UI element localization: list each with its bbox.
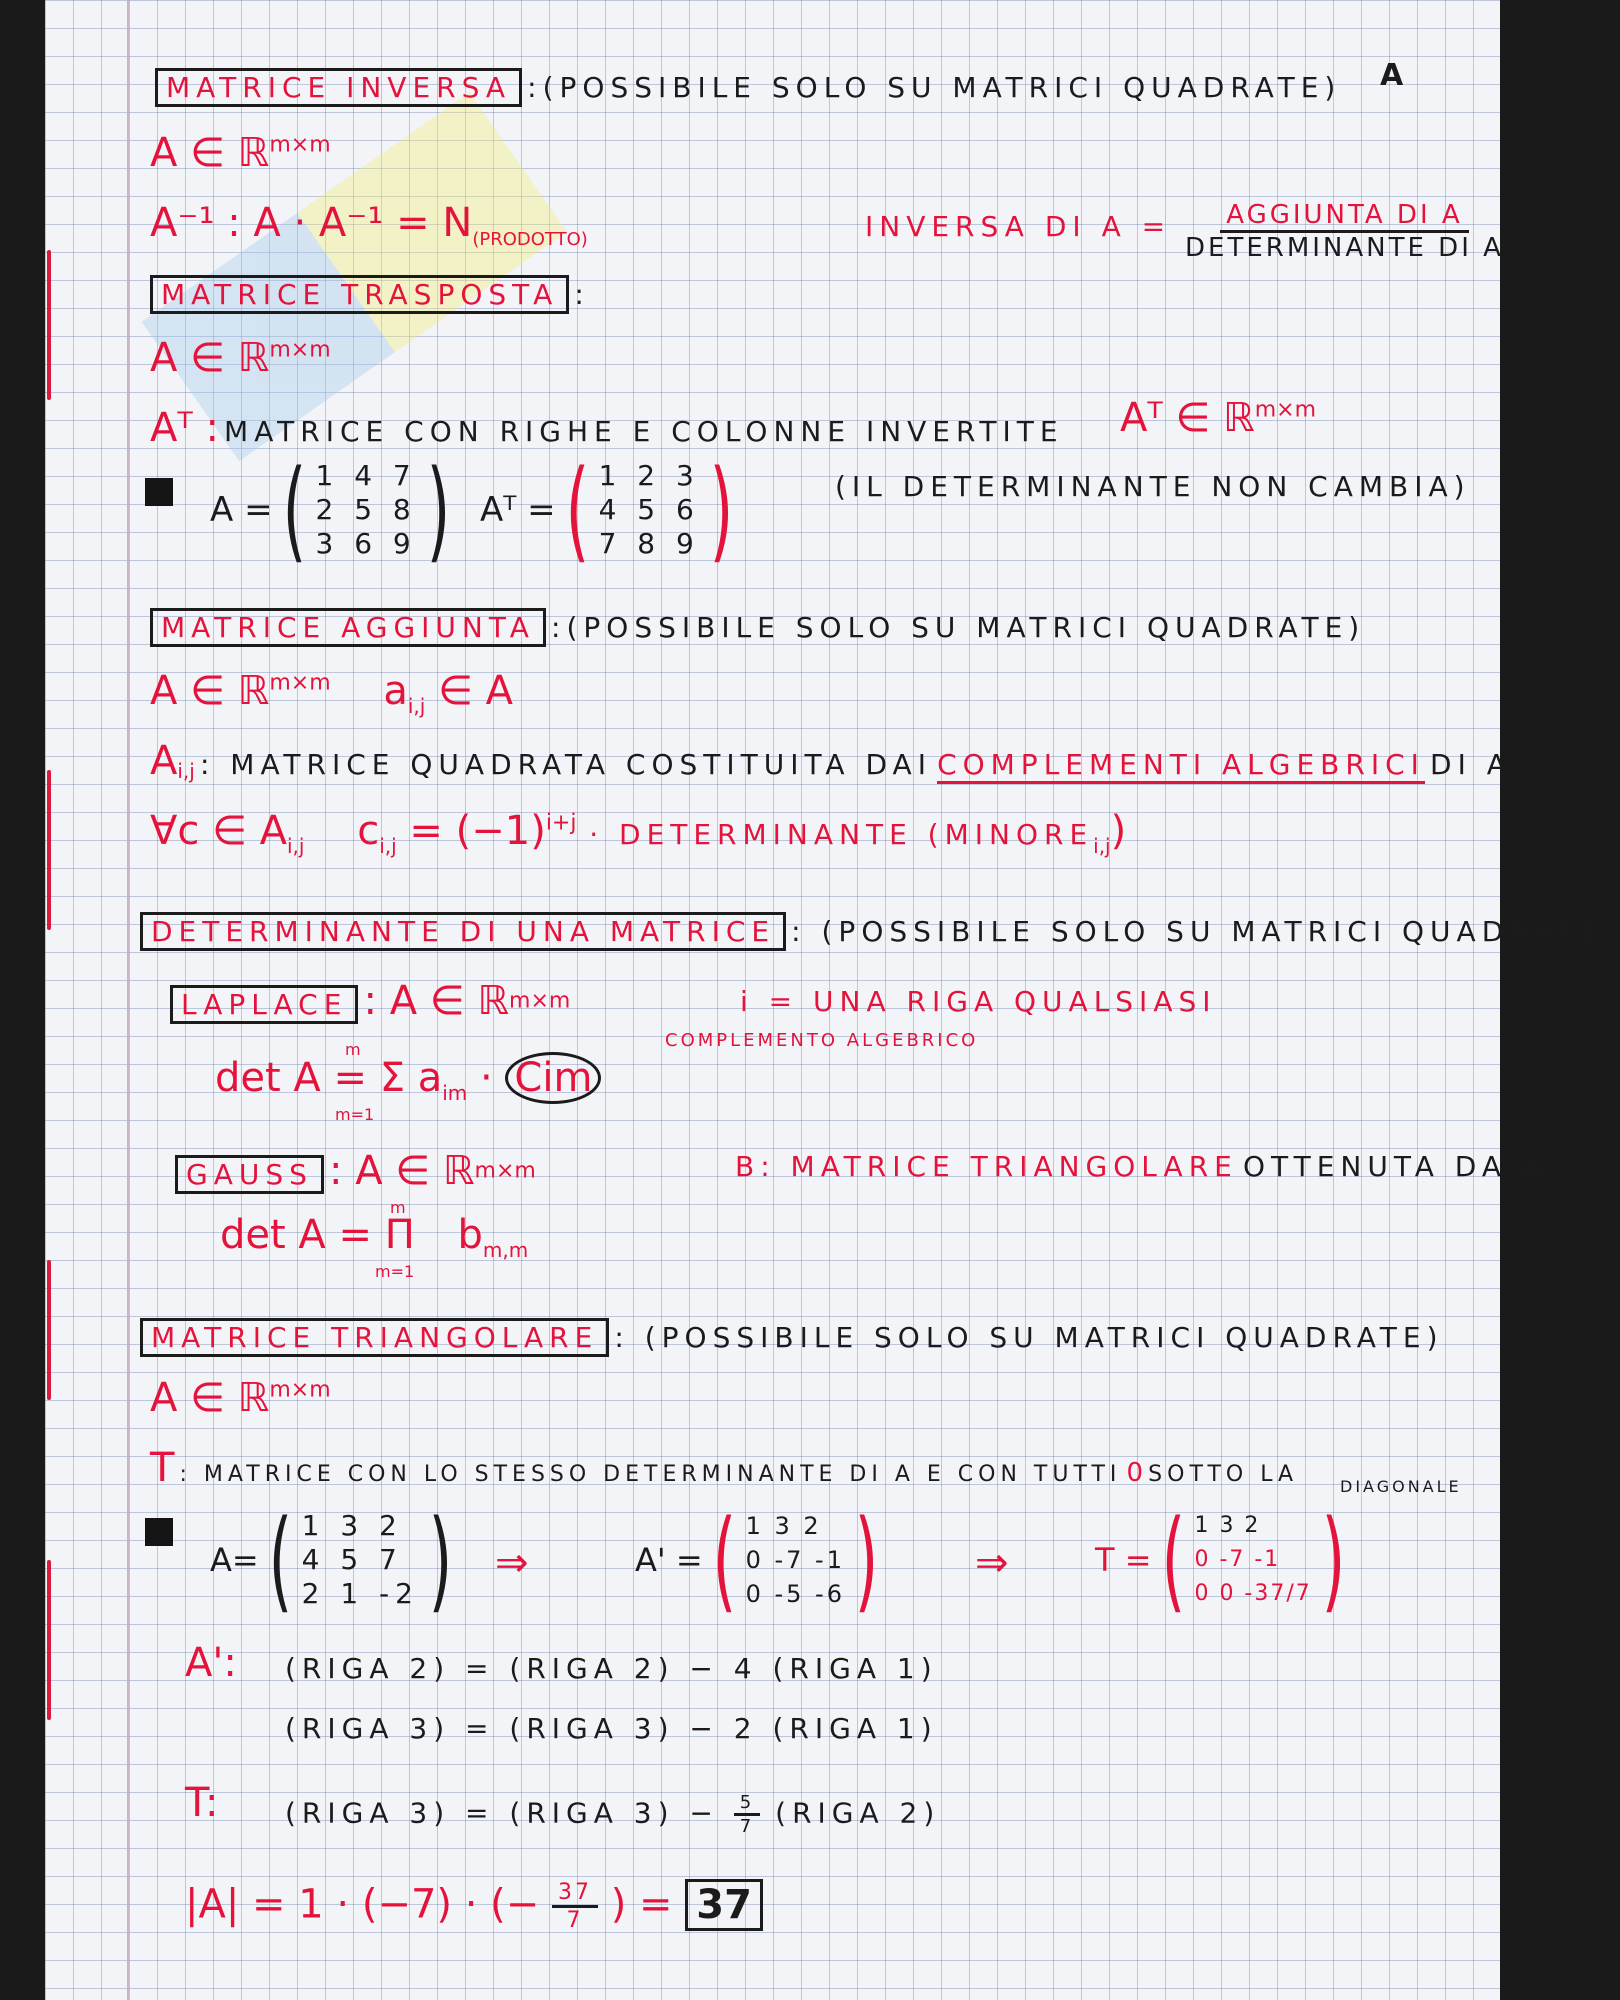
laplace-comp: COMPLEMENTO ALGEBRICO: [665, 1030, 979, 1051]
aggiunta-line3-c: c: [357, 808, 380, 854]
trasposta-title: MATRICE TRASPOSTA: [150, 275, 569, 314]
triangolare-ex-a1-label: A' =: [635, 1541, 703, 1579]
matrix-row: 1 3 2: [745, 1512, 822, 1540]
matrix-row: 1 3 2: [1194, 1513, 1261, 1538]
triangolare-line2-lhs: T: [150, 1445, 175, 1491]
inversa-formula-lhs: INVERSA DI A =: [865, 210, 1172, 243]
inversa-formula-den: DETERMINANTE DI A: [1185, 233, 1504, 263]
laplace-sub: im: [442, 1081, 468, 1105]
trasposta-colon: :: [574, 278, 590, 311]
trasposta-line2-text: MATRICE CON RIGHE E COLONNE INVERTITE: [224, 415, 1064, 448]
step3-b: (RIGA 2): [775, 1796, 941, 1830]
laplace-sup: m×m: [509, 988, 571, 1014]
matrix-row: 2 1 -2: [301, 1577, 419, 1610]
aggiunta-line3-lhs-sub: i,j: [287, 834, 305, 858]
gauss-formula: det A = Π: [220, 1212, 415, 1258]
highlight-mark: [47, 1560, 51, 1720]
aggiunta-line3-rhs: · DETERMINANTE (MINORE: [589, 818, 1094, 851]
aggiunta-line1-rhs-end: ∈ A: [438, 668, 513, 714]
trasposta-ex-a: A = ( 1 4 7 2 5 8 3 6 9 ): [210, 446, 450, 574]
example-bullet: [145, 478, 173, 506]
aggiunta-line2-text: : MATRICE QUADRATA COSTITUITA DAI: [199, 748, 932, 781]
matrix-row: 2 5 8: [315, 493, 417, 526]
inversa-line1-sup: m×m: [269, 132, 331, 158]
inversa-title: MATRICE INVERSA: [155, 68, 522, 107]
matrix-row: 0 0 -37/7: [1194, 1581, 1312, 1606]
matrix-row: 4 5 6: [598, 493, 700, 526]
trasposta-line2-lhs: Aᵀ :: [150, 405, 219, 451]
triangolare-ex-a: A= ( 1 3 2 4 5 7 2 1 -2 ): [210, 1496, 453, 1624]
step3-num: 5: [734, 1792, 760, 1816]
det-lhs: |A| = 1 · (−7) · (−: [185, 1881, 540, 1928]
arrow-icon: ⇒: [495, 1540, 529, 1586]
trasposta-ex-a-label: A =: [210, 490, 273, 530]
inversa-line2-sub: (PRODOTTO): [472, 229, 588, 250]
laplace-sum-bottom: m=1: [335, 1105, 375, 1124]
gauss-prod-top: m: [390, 1198, 406, 1217]
laplace-sum-top: m: [345, 1040, 361, 1059]
gauss-line: : A ∈ ℝ: [329, 1148, 475, 1194]
aggiunta-line3-close: ): [1110, 808, 1127, 854]
det-frac: [552, 1880, 598, 1933]
aggiunta-line2-under: COMPLEMENTI ALGEBRICI: [937, 748, 1425, 784]
gauss-b: B: MATRICE TRIANGOLARE: [735, 1150, 1238, 1183]
triangolare-line2-text: : MATRICE CON LO STESSO DETERMINANTE DI A E CON TUTTI: [179, 1462, 1122, 1487]
aggiunta-line1-sup: m×m: [269, 670, 331, 696]
laplace-tail: ·: [479, 1055, 493, 1101]
det-den: 7: [566, 1908, 584, 1933]
laplace-label: LAPLACE: [170, 985, 358, 1024]
det-close: ) =: [610, 1881, 673, 1928]
trasposta-ex-at-label: Aᵀ =: [480, 490, 556, 530]
trasposta-ex-note: (IL DETERMINANTE NON CAMBIA): [835, 470, 1471, 503]
notebook-page: [45, 0, 1620, 2000]
triangolare-ex-a-label: A=: [210, 1541, 259, 1579]
triangolare-ex-a1: A' = ( 1 3 2 0 -7 -1 0 -5 -6 ): [635, 1496, 879, 1624]
matrix-row: 0 -5 -6: [745, 1580, 845, 1608]
trasposta-ex-at: Aᵀ = ( 1 2 3 4 5 6 7 8 9 ): [480, 446, 734, 574]
trasposta-line1: A ∈ ℝ: [150, 335, 270, 381]
triangolare-line1-sup: m×m: [269, 1377, 331, 1403]
triangolare-ex-t-label: T =: [1095, 1541, 1152, 1579]
matrix-row: 7 8 9: [598, 527, 700, 560]
det-num: 37: [552, 1880, 598, 1908]
gauss-prod-bottom: m=1: [375, 1262, 415, 1281]
laplace-formula: det A = Σ a: [215, 1055, 443, 1101]
trasposta-line1-sup: m×m: [269, 337, 331, 363]
gauss-b-end: OTTENUTA DA A: [1242, 1150, 1548, 1183]
triangolare-note: : (POSSIBILE SOLO SU MATRICI QUADRATE): [614, 1321, 1444, 1354]
matrix-row: 1 2 3: [598, 459, 700, 492]
aggiunta-note: :(POSSIBILE SOLO SU MATRICI QUADRATE): [551, 611, 1366, 644]
trasposta-line2-rhs-sup: m×m: [1254, 397, 1317, 423]
gauss-label: GAUSS: [175, 1155, 324, 1194]
laplace-i: i = UNA RIGA QUALSIASI: [740, 985, 1217, 1018]
step3-a: (RIGA 3) = (RIGA 3) −: [285, 1796, 719, 1830]
margin-line: [127, 0, 129, 2000]
matrix-row: 3 6 9: [315, 527, 417, 560]
highlight-mark: [47, 770, 51, 930]
matrix-row: 0 -7 -1: [745, 1546, 845, 1574]
aggiunta-line3-c-sub: i,j: [379, 834, 397, 858]
step3-frac: [734, 1792, 760, 1837]
triangolare-line2-diag: DIAGONALE: [1340, 1477, 1462, 1496]
trasposta-line2-rhs: Aᵀ ∈ ℝ: [1120, 395, 1255, 441]
aggiunta-line1: A ∈ ℝ: [150, 668, 270, 714]
highlight-mark: [47, 1260, 51, 1400]
step-t-label: T:: [185, 1780, 219, 1826]
aggiunta-line2-lhs-sub: i,j: [177, 759, 195, 784]
aggiunta-line3-eq: = (−1): [409, 808, 546, 854]
aggiunta-line3-rhs-sub: i,j: [1093, 834, 1111, 858]
highlight-mark: [47, 250, 51, 400]
arrow-icon: ⇒: [975, 1540, 1009, 1586]
matrix-row: 1 3 2: [301, 1509, 403, 1542]
det-result: 37: [685, 1879, 763, 1931]
aggiunta-line1-rhs-sub: i,j: [407, 694, 426, 718]
gauss-b-sub: m,m: [482, 1238, 529, 1262]
determinante-title: DETERMINANTE DI UNA MATRICE: [140, 912, 786, 951]
inversa-line2: A⁻¹ : A · A⁻¹ = N: [150, 200, 473, 246]
determinante-note: : (POSSIBILE SOLO SU MATRICI QUADRATE): [791, 915, 1620, 948]
matrix-row: 0 -7 -1: [1194, 1547, 1281, 1572]
laplace-c: Cim: [505, 1052, 601, 1104]
matrix-row: 4 5 7: [301, 1543, 403, 1576]
corner-mark: A: [1380, 58, 1404, 93]
aggiunta-line1-rhs: a: [383, 668, 408, 714]
inversa-line1: A ∈ ℝ: [150, 130, 270, 176]
aggiunta-title: MATRICE AGGIUNTA: [150, 608, 546, 647]
triangolare-title: MATRICE TRIANGOLARE: [140, 1318, 609, 1357]
gauss-sup: m×m: [474, 1158, 536, 1184]
inversa-formula-frac: [1185, 200, 1504, 263]
triangolare-line2-end: SOTTO LA: [1148, 1462, 1299, 1487]
inversa-note: :(POSSIBILE SOLO SU MATRICI QUADRATE): [527, 71, 1342, 104]
step3-den: 7: [739, 1816, 755, 1837]
inversa-formula-num: AGGIUNTA DI A: [1220, 200, 1468, 233]
step-a1-label: A':: [185, 1640, 237, 1686]
aggiunta-line3-sup: i+j: [545, 810, 577, 836]
example-bullet: [145, 1518, 173, 1546]
step2: (RIGA 3) = (RIGA 3) − 2 (RIGA 1): [285, 1712, 938, 1745]
aggiunta-line3-lhs: ∀c ∈ A: [150, 808, 287, 854]
matrix-row: 1 4 7: [315, 459, 417, 492]
aggiunta-line2-lhs: A: [150, 738, 178, 784]
triangolare-ex-t: T = ( 1 3 2 0 -7 -1 0 0 -37/7 ): [1095, 1496, 1346, 1624]
triangolare-line1: A ∈ ℝ: [150, 1375, 270, 1421]
step1: (RIGA 2) = (RIGA 2) − 4 (RIGA 1): [285, 1652, 938, 1685]
triangolare-line2-zero: 0: [1126, 1458, 1144, 1488]
gauss-b-term: b: [457, 1212, 483, 1258]
aggiunta-line2-end: DI A: [1430, 748, 1512, 781]
laplace-line: : A ∈ ℝ: [363, 978, 510, 1024]
